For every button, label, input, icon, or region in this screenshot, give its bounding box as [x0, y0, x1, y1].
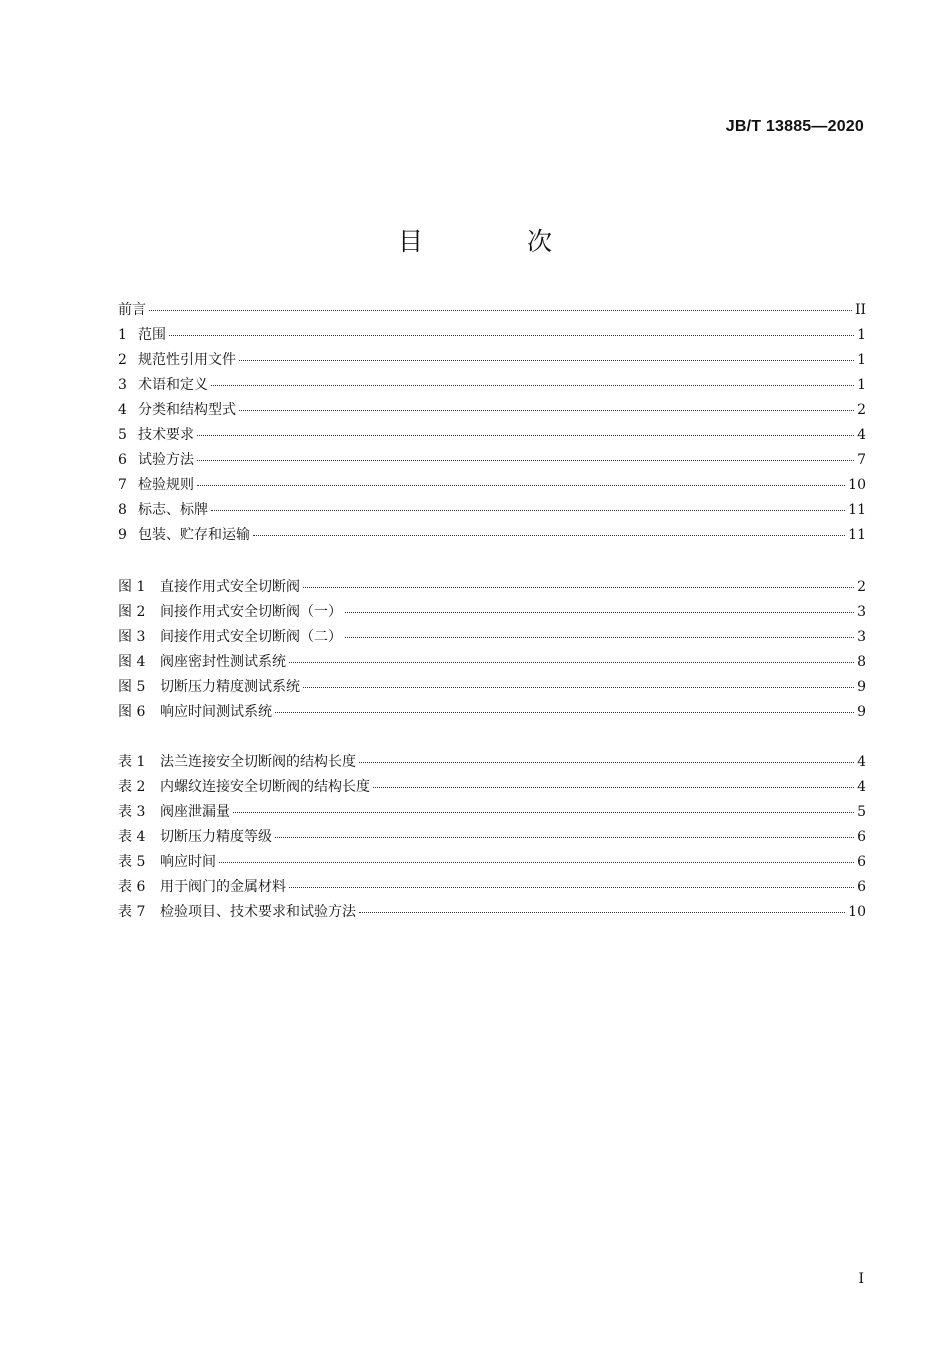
toc-entry-number: 7	[118, 477, 127, 493]
toc-entry[interactable]	[118, 575, 866, 600]
toc-entry[interactable]	[118, 850, 866, 875]
toc-leader-dots	[211, 385, 854, 386]
toc-entry-label: 法兰连接安全切断阀的结构长度	[160, 754, 356, 770]
toc-entry[interactable]	[118, 750, 866, 775]
toc-entry[interactable]	[118, 875, 866, 900]
toc-entry-number: 1	[118, 327, 127, 343]
toc-entry-number: 3	[118, 377, 127, 393]
toc-entry-label: 术语和定义	[138, 377, 208, 393]
toc-entry-label: 范围	[138, 327, 166, 343]
toc-entry-page: II	[854, 302, 866, 318]
toc-entry-label: 试验方法	[138, 452, 194, 468]
toc-leader-dots	[345, 612, 854, 613]
toc-leader-dots	[239, 360, 854, 361]
toc-entry[interactable]	[118, 775, 866, 800]
toc-entry-page: 3	[857, 604, 866, 620]
toc-entry-page: 9	[857, 704, 866, 720]
toc-entry-label: 规范性引用文件	[138, 352, 236, 368]
toc-entry-label: 阀座泄漏量	[160, 804, 230, 820]
toc-entry-page: 7	[857, 452, 866, 468]
toc-entry-number: 图 2	[118, 604, 146, 620]
toc-leader-dots	[197, 435, 854, 436]
toc-leader-dots	[197, 485, 845, 486]
toc-entry-page: 11	[848, 502, 866, 518]
toc-leader-dots	[169, 335, 854, 336]
toc-entry[interactable]	[118, 448, 866, 473]
toc-leader-dots	[373, 787, 854, 788]
toc-entry-number: 图 3	[118, 629, 146, 645]
toc-entry-label: 包装、贮存和运输	[138, 527, 250, 543]
toc-leader-dots	[211, 510, 845, 511]
toc-entry-page: 2	[857, 579, 866, 595]
toc-entry-page: 1	[857, 352, 866, 368]
toc-leader-dots	[359, 912, 845, 913]
toc-entry[interactable]	[118, 650, 866, 675]
toc-entry-number: 图 1	[118, 579, 146, 595]
toc-entry[interactable]	[118, 498, 866, 523]
toc-entry[interactable]	[118, 348, 866, 373]
toc-entry[interactable]	[118, 473, 866, 498]
toc-entry-page: 5	[857, 804, 866, 820]
toc-entry-number: 8	[118, 502, 127, 518]
toc-entry[interactable]	[118, 600, 866, 625]
toc-leader-dots	[303, 587, 854, 588]
toc-leader-dots	[197, 460, 854, 461]
toc-entry-page: 2	[857, 402, 866, 418]
toc-entry-label: 切断压力精度测试系统	[160, 679, 300, 695]
toc-entry-label: 标志、标牌	[138, 502, 208, 518]
toc-entry-label: 响应时间测试系统	[160, 704, 272, 720]
toc-leader-dots	[359, 762, 854, 763]
toc-entry-number: 图 6	[118, 704, 146, 720]
document-code: JB/T 13885—2020	[725, 118, 864, 135]
toc-entry-page: 6	[857, 879, 866, 895]
toc-entry-number: 5	[118, 427, 127, 443]
toc-entry-label: 间接作用式安全切断阀（一）	[160, 604, 342, 620]
toc-entry-page: 10	[848, 904, 866, 920]
toc-entry-label: 响应时间	[160, 854, 216, 870]
toc-entry[interactable]	[118, 423, 866, 448]
toc-leader-dots	[239, 410, 854, 411]
toc-entry-page: 9	[857, 679, 866, 695]
toc-entry-label: 内螺纹连接安全切断阀的结构长度	[160, 779, 370, 795]
toc-entry[interactable]	[118, 398, 866, 423]
toc-entry[interactable]	[118, 323, 866, 348]
toc-entry-page: 4	[857, 779, 866, 795]
toc-leader-dots	[149, 310, 852, 311]
toc-entry-page: 11	[848, 527, 866, 543]
toc-entry-number: 表 7	[118, 904, 146, 920]
toc-tables-list	[118, 750, 866, 925]
toc-entry[interactable]	[118, 900, 866, 925]
toc-entry-page: 3	[857, 629, 866, 645]
toc-entry-page: 6	[857, 829, 866, 845]
toc-entry[interactable]	[118, 373, 866, 398]
toc-entry-label: 阀座密封性测试系统	[160, 654, 286, 670]
toc-entry[interactable]	[118, 625, 866, 650]
toc-leader-dots	[233, 812, 854, 813]
toc-entry-page: 6	[857, 854, 866, 870]
toc-entry[interactable]	[118, 675, 866, 700]
toc-leader-dots	[303, 687, 854, 688]
toc-sections-list	[118, 298, 866, 548]
toc-leader-dots	[289, 887, 854, 888]
toc-entry-number: 表 2	[118, 779, 146, 795]
toc-entry[interactable]	[118, 700, 866, 725]
toc-leader-dots	[289, 662, 854, 663]
toc-leader-dots	[345, 637, 854, 638]
toc-entry-number: 表 3	[118, 804, 146, 820]
toc-entry-page: 4	[857, 427, 866, 443]
toc-entry-number: 表 1	[118, 754, 146, 770]
toc-entry-label: 前言	[118, 302, 146, 318]
toc-entry[interactable]	[118, 800, 866, 825]
toc-entry[interactable]	[118, 298, 866, 323]
toc-entry-label: 检验规则	[138, 477, 194, 493]
toc-title: 目 次	[398, 227, 600, 256]
toc-entry-label: 分类和结构型式	[138, 402, 236, 418]
toc-entry-label: 检验项目、技术要求和试验方法	[160, 904, 356, 920]
toc-entry-number: 表 6	[118, 879, 146, 895]
toc-entry-label: 切断压力精度等级	[160, 829, 272, 845]
toc-entry-number: 2	[118, 352, 127, 368]
toc-entry-label: 用于阀门的金属材料	[160, 879, 286, 895]
toc-entry-page: 10	[848, 477, 866, 493]
toc-entry[interactable]	[118, 825, 866, 850]
toc-entry-number: 图 4	[118, 654, 146, 670]
toc-entry-page: 1	[857, 327, 866, 343]
toc-entry-page: 4	[857, 754, 866, 770]
toc-entry-page: 1	[857, 377, 866, 393]
toc-entry-label: 直接作用式安全切断阀	[160, 579, 300, 595]
toc-entry-number: 9	[118, 527, 127, 543]
toc-figures-list	[118, 575, 866, 725]
toc-entry-label: 间接作用式安全切断阀（二）	[160, 629, 342, 645]
toc-entry-page: 8	[857, 654, 866, 670]
toc-entry-number: 表 5	[118, 854, 146, 870]
toc-leader-dots	[253, 535, 845, 536]
toc-entry-number: 4	[118, 402, 127, 418]
toc-leader-dots	[219, 862, 854, 863]
toc-entry-number: 6	[118, 452, 127, 468]
page-number: I	[858, 1271, 864, 1287]
toc-entry-number: 图 5	[118, 679, 146, 695]
toc-entry-label: 技术要求	[138, 427, 194, 443]
toc-entry-number: 表 4	[118, 829, 146, 845]
toc-leader-dots	[275, 712, 854, 713]
toc-leader-dots	[275, 837, 854, 838]
toc-entry[interactable]	[118, 523, 866, 548]
